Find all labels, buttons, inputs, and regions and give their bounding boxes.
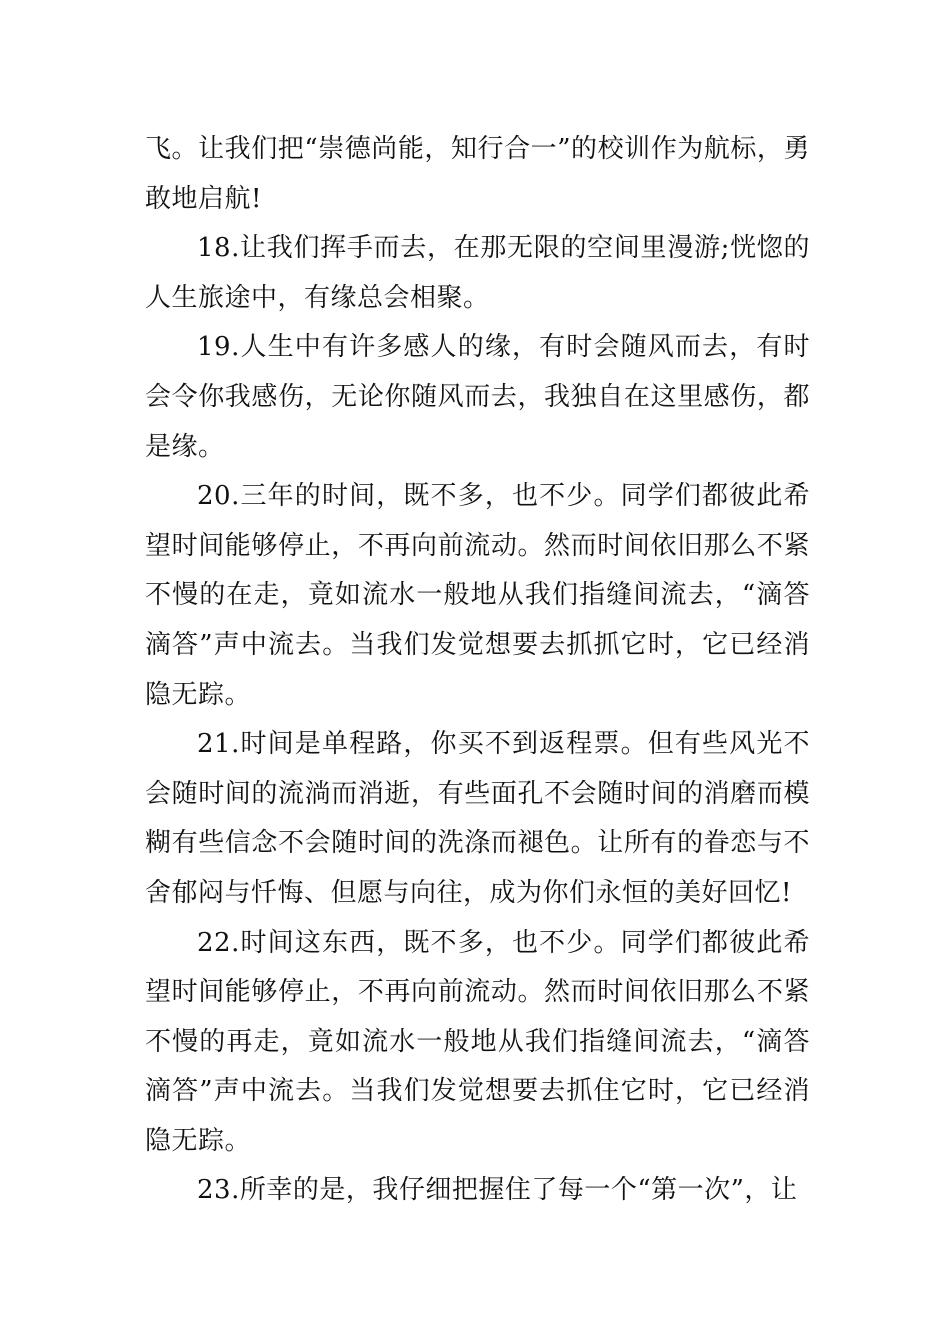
- paragraph-23: 23.所幸的是，我仔细把握住了每一个“第一次”，让: [197, 1175, 798, 1206]
- paragraph-22: 22.时间这东西，既不多，也不少。同学们都彼此希望时间能够停止，不再向前流动。然而时间依旧那么不紧不慢的再走，竟如流水一般地从我们指缝间流去，“滴答滴答”声中流去。当我们发觉想要去抓住它时，它已经消隐无踪。: [145, 927, 810, 1156]
- paragraph-19: 19.人生中有许多感人的缘，有时会随风而去，有时会令你我感伤，无论你随风而去，我独自在这里感伤，都是缘。: [145, 332, 810, 462]
- paragraph-21: 21.时间是单程路，你买不到返程票。但有些风光不会随时间的流淌而消逝，有些面孔不会随时间的消磨而模糊有些信念不会随时间的洗涤而褪色。让所有的眷恋与不舍郁闷与忏悔、但愿与向往，成为你们永恒的美好回忆!: [145, 729, 810, 908]
- paragraph-20: 20.三年的时间，既不多，也不少。同学们都彼此希望时间能够停止，不再向前流动。然而时间依旧那么不紧不慢的在走，竟如流水一般地从我们指缝间流去，“滴答滴答”声中流去。当我们发觉想要去抓抓它时，它已经消隐无踪。: [145, 481, 810, 710]
- paragraph-17-continued: 飞。让我们把“崇德尚能，知行合一”的校训作为航标，勇敢地启航!: [145, 134, 810, 214]
- paragraph-18: 18.让我们挥手而去，在那无限的空间里漫游;恍惚的人生旅途中，有缘总会相聚。: [145, 233, 810, 313]
- document-body: [145, 125, 810, 1216]
